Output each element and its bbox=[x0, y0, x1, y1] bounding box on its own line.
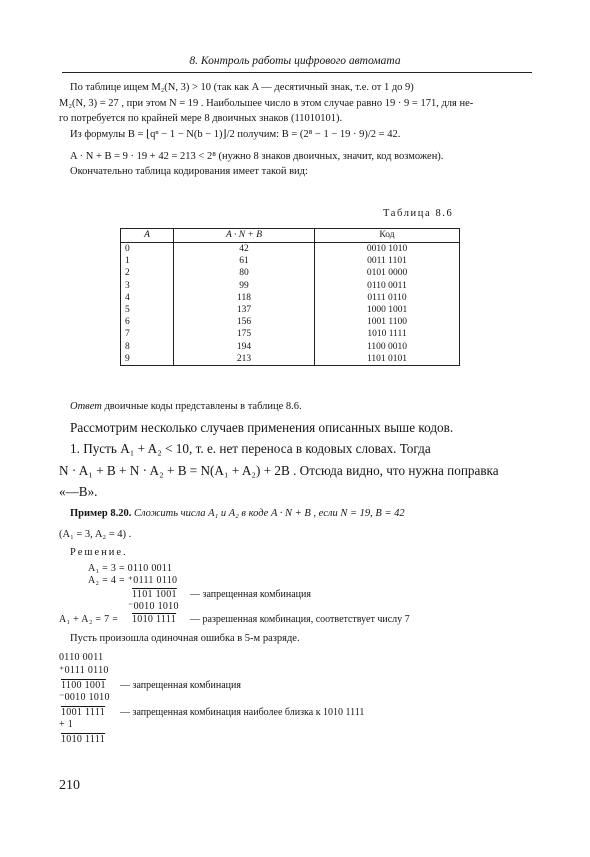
table-row bbox=[121, 316, 460, 328]
table-cell: 7 bbox=[121, 328, 174, 340]
table-cell: 0111 0110 bbox=[315, 292, 460, 304]
paragraph-line: Окончательно таблица кодирования имеет такой вид: bbox=[70, 166, 308, 177]
header-rule bbox=[62, 72, 532, 73]
running-header: 8. Контроль работы цифрового автомата bbox=[189, 55, 401, 67]
table-cell: 1000 1001 bbox=[315, 304, 460, 316]
example-line bbox=[70, 507, 405, 521]
table-cell: 0011 1101 bbox=[315, 255, 460, 267]
answer-line bbox=[70, 400, 302, 414]
paragraph-line: го потребуется по крайней мере 8 двоичных знаков (11010101). bbox=[59, 113, 343, 124]
table-cell: 1101 0101 bbox=[315, 353, 460, 366]
table-cell: 1 bbox=[121, 255, 174, 267]
table-cell: 99 bbox=[174, 280, 315, 292]
column-header: Код bbox=[315, 229, 460, 243]
table-row bbox=[121, 292, 460, 304]
table-cell: 0110 0011 bbox=[315, 280, 460, 292]
paragraph-line: Рассмотрим несколько случаев применения описанных выше кодов. bbox=[70, 420, 454, 435]
table-cell: 213 bbox=[174, 353, 315, 366]
calc-line: + 1 bbox=[59, 719, 74, 730]
calc-line: 1010 1111 bbox=[61, 734, 106, 745]
table-cell: 137 bbox=[174, 304, 315, 316]
table-cell: 9 bbox=[121, 353, 174, 366]
table-row bbox=[121, 341, 460, 353]
table-cell: 1010 1111 bbox=[315, 328, 460, 340]
table-cell: 42 bbox=[174, 243, 315, 256]
answer-text: двоичные коды представлены в таблице 8.6. bbox=[101, 401, 302, 412]
table-cell: 0010 1010 bbox=[315, 243, 460, 256]
calc-line: 0110 0011 bbox=[59, 652, 104, 663]
table-cell: 118 bbox=[174, 292, 315, 304]
calc-line: ⁻0010 1010 bbox=[59, 692, 110, 703]
table-cell: 4 bbox=[121, 292, 174, 304]
calc-line: 1001 1111 bbox=[61, 707, 106, 718]
example-condition: (A₁ = 3, A₂ = 4) . bbox=[59, 529, 132, 540]
paragraph-line: «—B». bbox=[59, 484, 98, 499]
coding-table bbox=[120, 228, 460, 366]
table-row bbox=[121, 353, 460, 366]
solution-heading: Решение. bbox=[70, 547, 128, 558]
table-cell: 6 bbox=[121, 316, 174, 328]
calc-line: ⁺0111 0110 bbox=[59, 665, 109, 676]
calc-line: A₁ = 3 = 0110 0011 bbox=[88, 563, 173, 574]
calc-note: — разрешенная комбинация, соответствует числу 7 bbox=[190, 614, 410, 625]
calc-sum: 1101 1001 bbox=[132, 589, 177, 600]
table-cell: 0101 0000 bbox=[315, 267, 460, 279]
page-number: 210 bbox=[59, 778, 80, 793]
table-cell: 2 bbox=[121, 267, 174, 279]
paragraph-line: Пусть произошла одиночная ошибка в 5-м разряде. bbox=[70, 633, 300, 644]
table-row bbox=[121, 267, 460, 279]
table-cell: 1001 1100 bbox=[315, 316, 460, 328]
paragraph-line: 1. Пусть A₁ + A₂ < 10, т. е. нет переноса в кодовых словах. Тогда bbox=[70, 441, 431, 456]
answer-label: Ответ bbox=[70, 401, 102, 412]
table-caption: Таблица 8.6 bbox=[383, 208, 454, 219]
table-cell: 156 bbox=[174, 316, 315, 328]
table-cell: 1100 0010 bbox=[315, 341, 460, 353]
paragraph-line: M₂(N, 3) = 27 , при этом N = 19 . Наибольшее число в этом случае равно 19 · 9 = 171, для не- bbox=[59, 98, 474, 109]
table-row bbox=[121, 280, 460, 292]
formula-line: A · N + B = 9 · 19 + 42 = 213 < 2⁸ (нужно 8 знаков двоичных, значит, код возможен). bbox=[70, 151, 444, 162]
example-text: Сложить числа A₁ и A₂ в коде A · N + B , если N = 19, B = 42 bbox=[131, 508, 405, 519]
table-row bbox=[121, 328, 460, 340]
calc-note: — запрещенная комбинация bbox=[120, 680, 241, 691]
calc-line: 1100 1001 bbox=[61, 680, 106, 691]
calc-line: A₂ = 4 = ⁺0111 0110 bbox=[88, 575, 178, 586]
table-cell: 61 bbox=[174, 255, 315, 267]
column-header: A bbox=[121, 229, 174, 243]
calc-result: 1010 1111 bbox=[132, 614, 177, 625]
paragraph-line: По таблице ищем M₂(N, 3) > 10 (так как A — десятичный знак, т.е. от 1 до 9) bbox=[70, 82, 414, 93]
table-cell: 80 bbox=[174, 267, 315, 279]
formula-line: N · A₁ + B + N · A₂ + B = N(A₁ + A₂) + 2B . Отсюда видно, что нужна поправка bbox=[59, 463, 499, 478]
table-row bbox=[121, 255, 460, 267]
calc-lhs: A₁ + A₂ = 7 = bbox=[59, 614, 119, 625]
calc-note: — запрещенная комбинация наиболее близка к 1010 1111 bbox=[120, 707, 365, 718]
table-row bbox=[121, 243, 460, 256]
table-cell: 8 bbox=[121, 341, 174, 353]
table-cell: 194 bbox=[174, 341, 315, 353]
table-row bbox=[121, 304, 460, 316]
calc-line: ⁻0010 1010 bbox=[128, 601, 179, 612]
table-header-row bbox=[121, 229, 460, 243]
formula-line: Из формулы B = ⌊qⁿ − 1 − N(b − 1)⌋/2 получим: B = (2⁸ − 1 − 19 · 9)/2 = 42. bbox=[70, 129, 401, 140]
table-cell: 5 bbox=[121, 304, 174, 316]
example-label: Пример 8.20. bbox=[70, 508, 132, 519]
calc-note: — запрещенная комбинация bbox=[190, 589, 311, 600]
table-cell: 175 bbox=[174, 328, 315, 340]
table-cell: 0 bbox=[121, 243, 174, 256]
column-header: A · N + B bbox=[174, 229, 315, 243]
table-cell: 3 bbox=[121, 280, 174, 292]
